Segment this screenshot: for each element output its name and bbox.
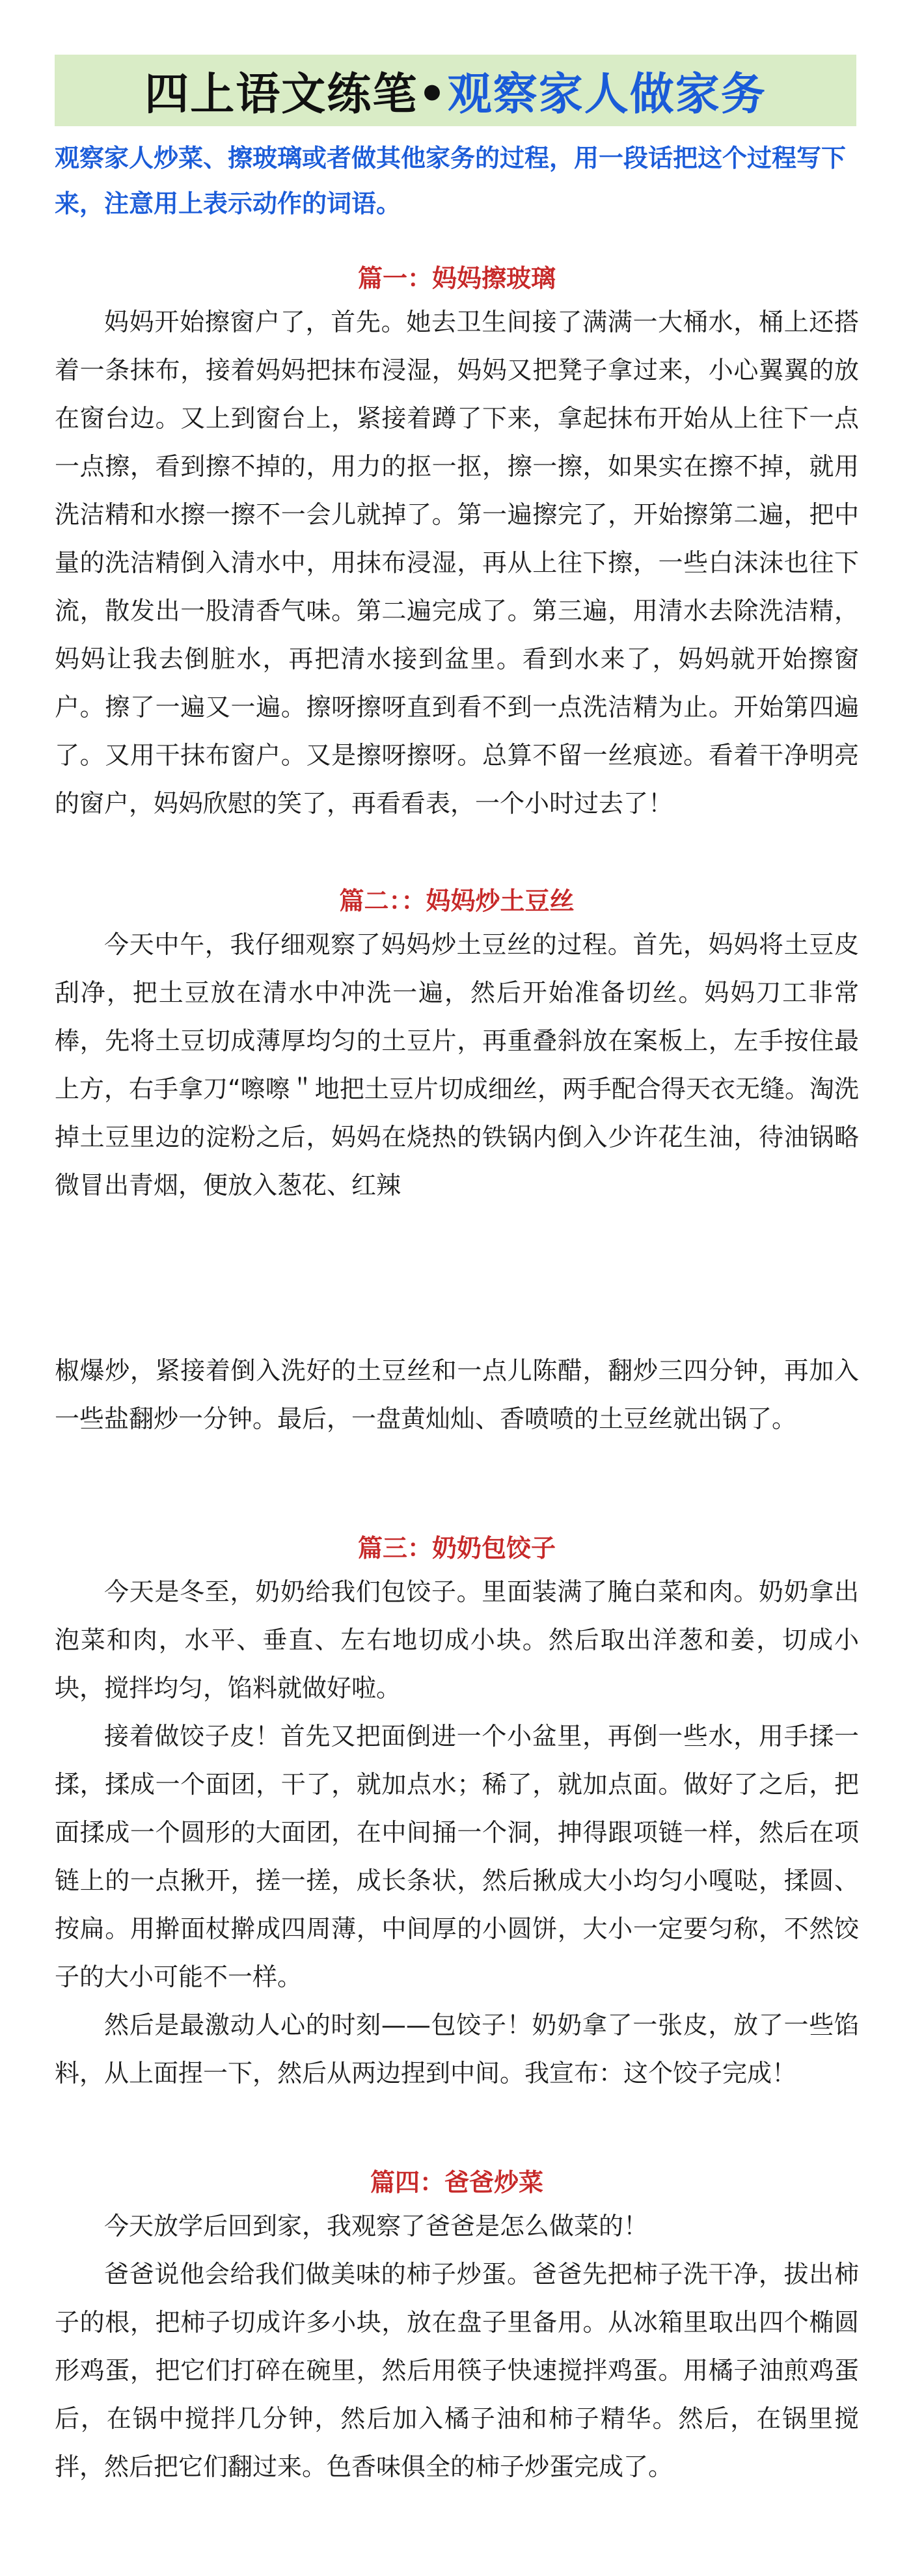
essay-section-2-continued [55, 1347, 859, 1443]
essay-paragraph: 妈妈开始擦窗户了，首先。她去卫生间接了满满一大桶水，桶上还搭着一条抹布，接着妈妈把抹布浸湿，妈妈又把凳子拿过来，小心翼翼的放在窗台边。又上到窗台上，紧接着蹲了下来，拿起抹布开始从上往下一点一点擦，看到擦不掉的，用力的抠一抠，擦一擦，如果实在擦不掉，就用洗洁精和水擦一擦不一会儿就掉了。第一遍擦完了，开始擦第二遍，把中量的洗洁精倒入清水中，用抹布浸湿，再从上往下擦，一些白沫沫也往下流，散发出一股清香气味。第二遍完成了。第三遍，用清水去除洗洁精，妈妈让我去倒脏水，再把清水接到盆里。看到水来了，妈妈就开始擦窗户。擦了一遍又一遍。擦呀擦呀直到看不到一点洗洁精为止。开始第四遍了。又用干抹布窗户。又是擦呀擦呀。总算不留一丝痕迹。看着干净明亮的窗户，妈妈欣慰的笑了，再看看表，一个小时过去了！ [55, 308, 859, 818]
title-main: 四上语文练笔 [144, 68, 418, 120]
essay-paragraph: 然后是最激动人心的时刻——包饺子！奶奶拿了一张皮，放了一些馅料，从上面捏一下，然后从两边捏到中间。我宣布：这个饺子完成！ [55, 2011, 859, 2087]
essay-section-2 [55, 881, 859, 1209]
essay-heading: 篇三：奶奶包饺子 [357, 1534, 556, 1563]
essay-heading: 篇一：妈妈擦玻璃 [357, 264, 556, 293]
essay-section-1 [55, 259, 859, 827]
essay-paragraph: 爸爸说他会给我们做美味的柿子炒蛋。爸爸先把柿子洗干净，拔出柿子的根，把柿子切成许多小块，放在盘子里备用。从冰箱里取出四个椭圆形鸡蛋，把它们打碎在碗里，然后用筷子快速搅拌鸡蛋。用橘子油煎鸡蛋后，在锅中搅拌几分钟，然后加入橘子油和柿子精华。然后，在锅里搅拌，然后把它们翻过来。色香味俱全的柿子炒蛋完成了。 [55, 2260, 859, 2481]
essay-section-4 [55, 2163, 859, 2491]
title-topic: 观察家人做家务 [447, 68, 767, 120]
title-separator-dot: • [418, 68, 448, 120]
title-banner [55, 55, 856, 126]
essay-paragraph-continuation: 椒爆炒，紧接着倒入洗好的土豆丝和一点儿陈醋，翻炒三四分钟，再加入一些盐翻炒一分钟。最后，一盘黄灿灿、香喷喷的土豆丝就出锅了。 [55, 1356, 859, 1433]
essay-heading: 篇四：爸爸炒菜 [370, 2168, 543, 2197]
essay-section-3 [55, 1529, 859, 2097]
page-title [144, 59, 767, 122]
essay-paragraph: 接着做饺子皮！首先又把面倒进一个小盆里，再倒一些水，用手揉一揉，揉成一个面团，干了，就加点水；稀了，就加点面。做好了之后，把面揉成一个圆形的大面团，在中间捅一个洞，抻得跟项链一样，然后在项链上的一点揪开，搓一搓，成长条状，然后揪成大小均匀小嘎哒，揉圆、按扁。用擀面杖擀成四周薄，中间厚的小圆饼，大小一定要匀称，不然饺子的大小可能不一样。 [55, 1722, 859, 1991]
essay-heading: 篇二：：妈妈炒土豆丝 [339, 887, 575, 915]
essay-paragraph: 今天是冬至，奶奶给我们包饺子。里面装满了腌白菜和肉。奶奶拿出泡菜和肉，水平、垂直、左右地切成小块。然后取出洋葱和姜，切成小块，搅拌均匀，馅料就做好啦。 [55, 1577, 859, 1702]
essay-paragraph: 今天放学后回到家，我观察了爸爸是怎么做菜的！ [104, 2212, 649, 2240]
assignment-prompt: 观察家人炒菜、擦玻璃或者做其他家务的过程，用一段话把这个过程写下来，注意用上表示动作的词语。 [55, 144, 847, 218]
essay-paragraph: 今天中午，我仔细观察了妈妈炒土豆丝的过程。首先，妈妈将土豆皮刮净，把土豆放在清水中冲洗一遍，然后开始准备切丝。妈妈刀工非常棒，先将土豆切成薄厚均匀的土豆片，再重叠斜放在案板上，左手按住最上方，右手拿刀“嚓嚓＂地把土豆片切成细丝，两手配合得天衣无缝。淘洗掉土豆里边的淀粉之后，妈妈在烧热的铁锅内倒入少许花生油，待油锅略微冒出青烟，便放入葱花、红辣 [55, 930, 859, 1200]
